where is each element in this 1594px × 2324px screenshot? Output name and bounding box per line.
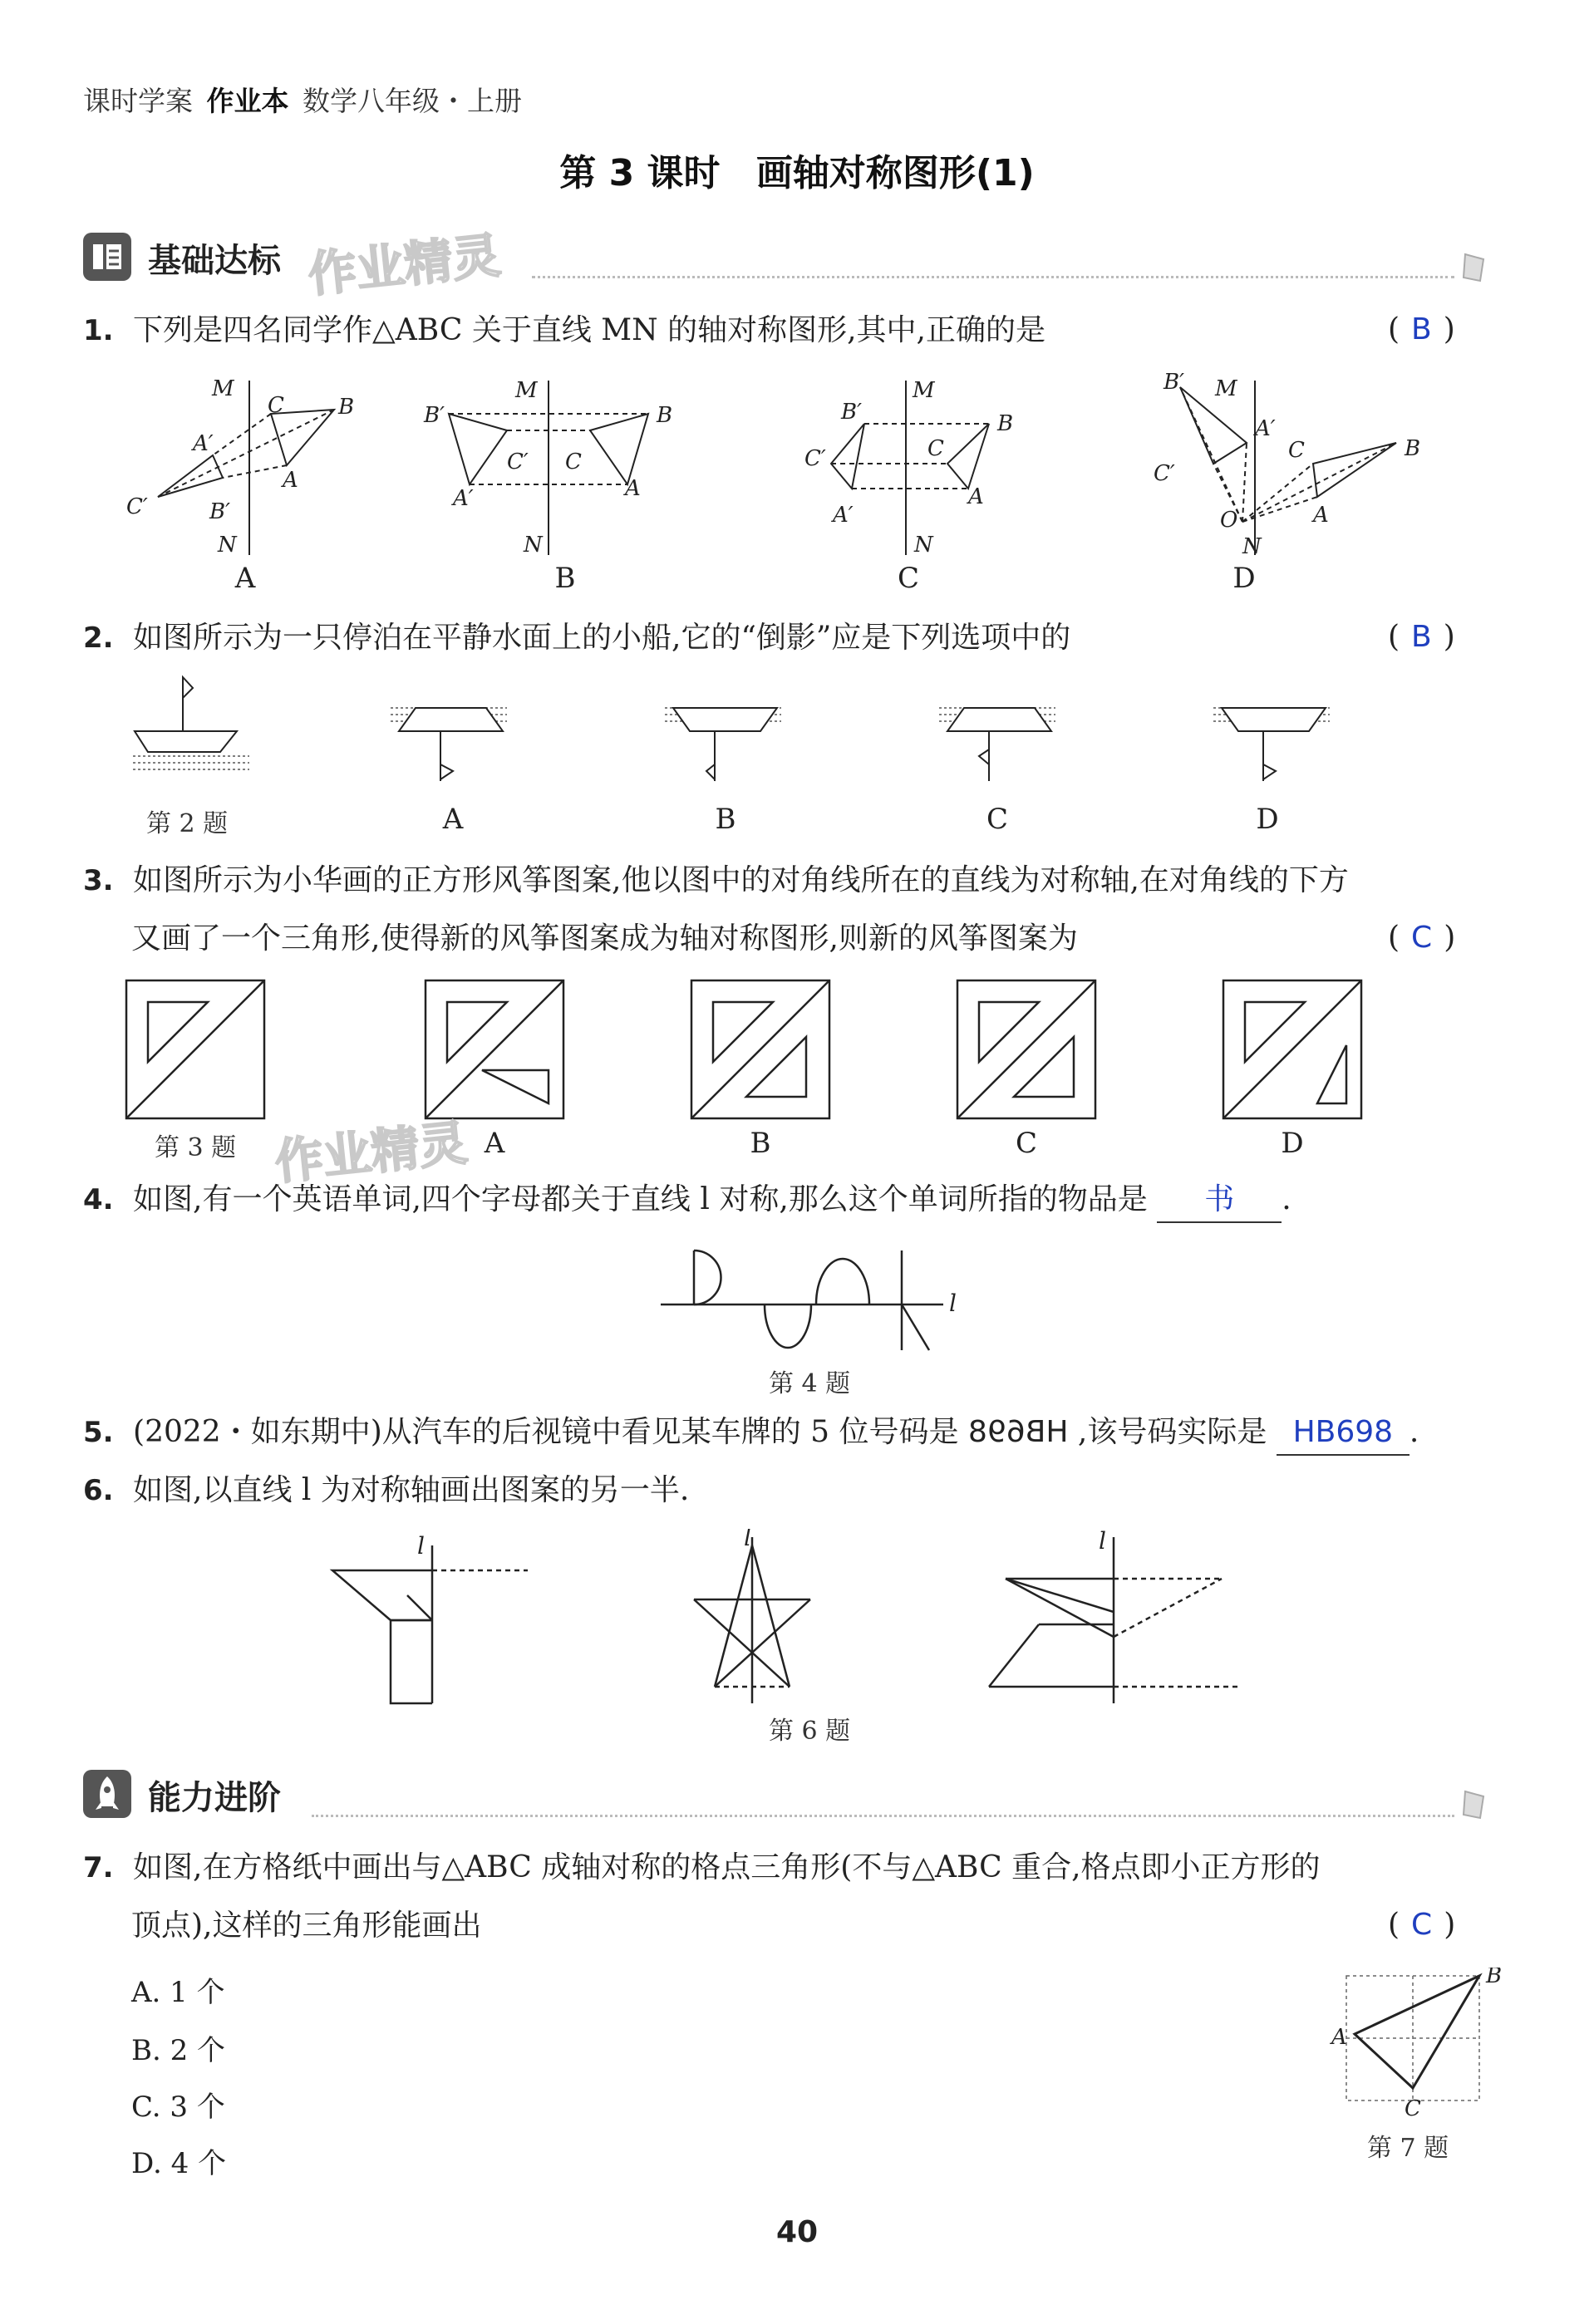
- question-text: 下列是四名同学作△ABC 关于直线 MN 的轴对称图形,其中,正确的是: [133, 313, 1045, 347]
- watermark: 作业精灵: [305, 227, 504, 303]
- q2-option-b: B: [715, 803, 736, 836]
- q6-figure-1: [332, 1545, 528, 1703]
- q2-option-c-figure: [939, 708, 1055, 781]
- series-name: 课时学案: [83, 85, 193, 117]
- svg-text:C′: C′: [1154, 461, 1175, 486]
- svg-text:M: M: [913, 378, 935, 403]
- book-header: [83, 80, 522, 119]
- question-7: [83, 1846, 1321, 1889]
- q1-figure-c: [804, 378, 1013, 558]
- question-number: 5.: [83, 1416, 114, 1449]
- svg-text:A′: A′: [193, 431, 214, 456]
- question-number: 2.: [83, 622, 114, 655]
- svg-text:B′: B′: [1164, 372, 1185, 395]
- question-2: [83, 617, 1070, 660]
- answer-bracket-2: ( B ): [1388, 620, 1455, 654]
- answer-5: HB698: [1277, 1411, 1410, 1456]
- svg-text:C: C: [268, 393, 284, 418]
- svg-text:A: A: [283, 468, 298, 493]
- question-6: [83, 1469, 689, 1512]
- q2-option-a: A: [442, 803, 464, 836]
- kite-option-d: [1223, 980, 1361, 1118]
- q1-figures: [116, 372, 1479, 572]
- svg-text:B: B: [338, 395, 355, 420]
- svg-text:C′: C′: [126, 494, 148, 519]
- q1-option-d: D: [1232, 562, 1256, 595]
- svg-text:C: C: [927, 436, 944, 461]
- question-text-2: ,该号码实际是: [1077, 1415, 1267, 1449]
- book-name: 作业本: [206, 85, 289, 117]
- svg-text:A: A: [1331, 2025, 1347, 2050]
- svg-text:O: O: [1220, 508, 1238, 533]
- section-divider: [532, 276, 1454, 278]
- answer-1: B: [1411, 312, 1432, 346]
- svg-text:N: N: [1242, 534, 1262, 559]
- q2-option-c: C: [986, 803, 1008, 836]
- question-3-line2: 又画了一个三角形,使得新的风筝图案成为轴对称图形,则新的风筝图案为: [131, 921, 1078, 956]
- question-text-line1: 如图,在方格纸中画出与△ABC 成轴对称的格点三角形(不与△ABC 重合,格点即小正方形的: [133, 1850, 1321, 1884]
- answer-3: C: [1411, 921, 1433, 955]
- svg-text:B: B: [1486, 1968, 1503, 1988]
- answer-bracket-7: ( C ): [1388, 1908, 1456, 1942]
- q2-figures: [125, 673, 1355, 798]
- svg-text:A′: A′: [1255, 416, 1276, 441]
- q2-option-b-figure: [665, 708, 781, 781]
- q1-option-b: B: [554, 562, 576, 595]
- svg-text:A: A: [968, 484, 984, 509]
- section-divider: [312, 1815, 1454, 1817]
- question-number: 7.: [83, 1851, 114, 1884]
- q6-line-label-1: l: [417, 1532, 425, 1560]
- question-number: 3.: [83, 864, 114, 897]
- svg-text:A: A: [625, 476, 641, 501]
- svg-text:B′: B′: [841, 400, 863, 425]
- q7-grid-figure: [1330, 1968, 1504, 2125]
- svg-text:N: N: [218, 533, 237, 558]
- q3-figures: [125, 979, 1371, 1124]
- svg-text:B′: B′: [209, 499, 231, 524]
- q3-caption: 第 3 题: [155, 1133, 237, 1162]
- q1-figure-a: [126, 376, 354, 558]
- q3-option-c: C: [1015, 1127, 1037, 1160]
- subject-name: 数学八年级・上册: [303, 85, 522, 117]
- q6-caption: 第 6 题: [769, 1717, 851, 1746]
- q6-figure-3: [989, 1537, 1238, 1703]
- svg-text:M: M: [1215, 376, 1237, 401]
- q7-option-c: C. 3 个: [131, 2091, 225, 2124]
- question-text-line1: 如图所示为小华画的正方形风筝图案,他以图中的对角线所在的直线为对称轴,在对角线的下方: [133, 863, 1349, 897]
- svg-text:M: M: [515, 378, 538, 403]
- question-text: 如图,以直线 l 为对称轴画出图案的另一半.: [133, 1473, 690, 1507]
- q2-option-d: D: [1256, 803, 1279, 836]
- question-4: 4. 如图,有一个英语单词,四个字母都关于直线 l 对称,那么这个单词所指的物品是 书 .: [83, 1178, 1291, 1223]
- section-basic: 基础达标: [148, 242, 281, 280]
- q6-figure-2: [694, 1537, 810, 1703]
- svg-text:C: C: [1288, 438, 1305, 463]
- q1-option-c: C: [897, 562, 919, 595]
- answer-2: B: [1411, 620, 1432, 654]
- q1-figure-b: [423, 378, 672, 558]
- svg-text:B: B: [657, 403, 673, 428]
- q2-caption: 第 2 题: [146, 809, 229, 838]
- question-text: 如图,有一个英语单词,四个字母都关于直线 l 对称,那么这个单词所指的物品是: [133, 1182, 1148, 1216]
- svg-text:N: N: [524, 533, 543, 558]
- q1-option-a: A: [234, 562, 256, 595]
- svg-text:A′: A′: [833, 503, 854, 528]
- page-number: 40: [775, 2215, 819, 2249]
- q1-figure-d: [1154, 372, 1420, 559]
- svg-text:C: C: [565, 450, 582, 474]
- question-text: 如图所示为一只停泊在平静水面上的小船,它的“倒影”应是下列选项中的: [133, 621, 1071, 655]
- svg-text:B: B: [997, 411, 1014, 436]
- q7-option-b: B. 2 个: [131, 2034, 226, 2067]
- svg-text:N: N: [914, 533, 933, 558]
- question-number: 1.: [83, 314, 114, 347]
- svg-text:B: B: [1405, 436, 1421, 461]
- question-5: 5. (2022・如东期中)从汽车的后视镜中看见某车牌的 5 位号码是 HB698 ,该号码实际是 HB698 .: [83, 1411, 1419, 1456]
- kite-option-c: [957, 980, 1095, 1118]
- q4-caption: 第 4 题: [769, 1369, 851, 1398]
- svg-text:C′: C′: [507, 450, 529, 474]
- lesson-number: 第 3 课时: [559, 152, 721, 194]
- question-number: 6.: [83, 1474, 114, 1507]
- svg-text:C: C: [1405, 2096, 1421, 2121]
- svg-text:C′: C′: [804, 446, 826, 471]
- pin-icon: [1459, 249, 1488, 289]
- kite-option-b: [691, 980, 829, 1118]
- lesson-name: 画轴对称图形(1): [755, 152, 1035, 194]
- q4-figure: [657, 1238, 972, 1354]
- boat-figure: [133, 677, 249, 769]
- q3-option-b: B: [750, 1127, 771, 1160]
- q6-line-label-2: l: [744, 1529, 751, 1551]
- kite-option-a: [426, 980, 563, 1118]
- question-text: (2022・如东期中)从汽车的后视镜中看见某车牌的 5 位号码是: [133, 1415, 959, 1449]
- q7-caption: 第 7 题: [1367, 2134, 1449, 2163]
- svg-text:B′: B′: [424, 403, 445, 428]
- svg-text:A′: A′: [453, 486, 474, 511]
- question-1: [83, 309, 1045, 352]
- q2-option-d-figure: [1213, 708, 1330, 781]
- q7-option-d: D. 4 个: [131, 2147, 227, 2180]
- watermark: 作业精灵: [272, 1114, 470, 1191]
- lesson-title: [0, 143, 1594, 196]
- mirror-plate: HB698: [967, 1415, 1069, 1449]
- answer-7: C: [1411, 1908, 1433, 1942]
- q4-line-label: l: [949, 1290, 957, 1317]
- question-7-line2: 顶点),这样的三角形能画出: [131, 1909, 482, 1943]
- q6-line-label-3: l: [1099, 1529, 1106, 1555]
- question-number: 4.: [83, 1183, 114, 1216]
- question-3: [83, 859, 1349, 902]
- q7-option-a: A. 1 个: [131, 1976, 225, 2009]
- book-icon: [83, 233, 131, 281]
- kite-original: [126, 980, 264, 1118]
- q3-option-d: D: [1281, 1127, 1304, 1160]
- answer-4: 书: [1157, 1178, 1282, 1223]
- q6-figures: [316, 1529, 1247, 1720]
- pin-icon: [1459, 1786, 1488, 1826]
- answer-bracket-3: ( C ): [1388, 921, 1456, 955]
- answer-bracket-1: ( B ): [1388, 312, 1455, 346]
- section-advanced: 能力进阶: [148, 1779, 281, 1817]
- svg-text:A: A: [1313, 503, 1329, 528]
- svg-text:M: M: [212, 376, 234, 401]
- q2-option-a-figure: [391, 708, 507, 781]
- q3-option-a: A: [484, 1127, 505, 1160]
- rocket-icon: [83, 1770, 131, 1818]
